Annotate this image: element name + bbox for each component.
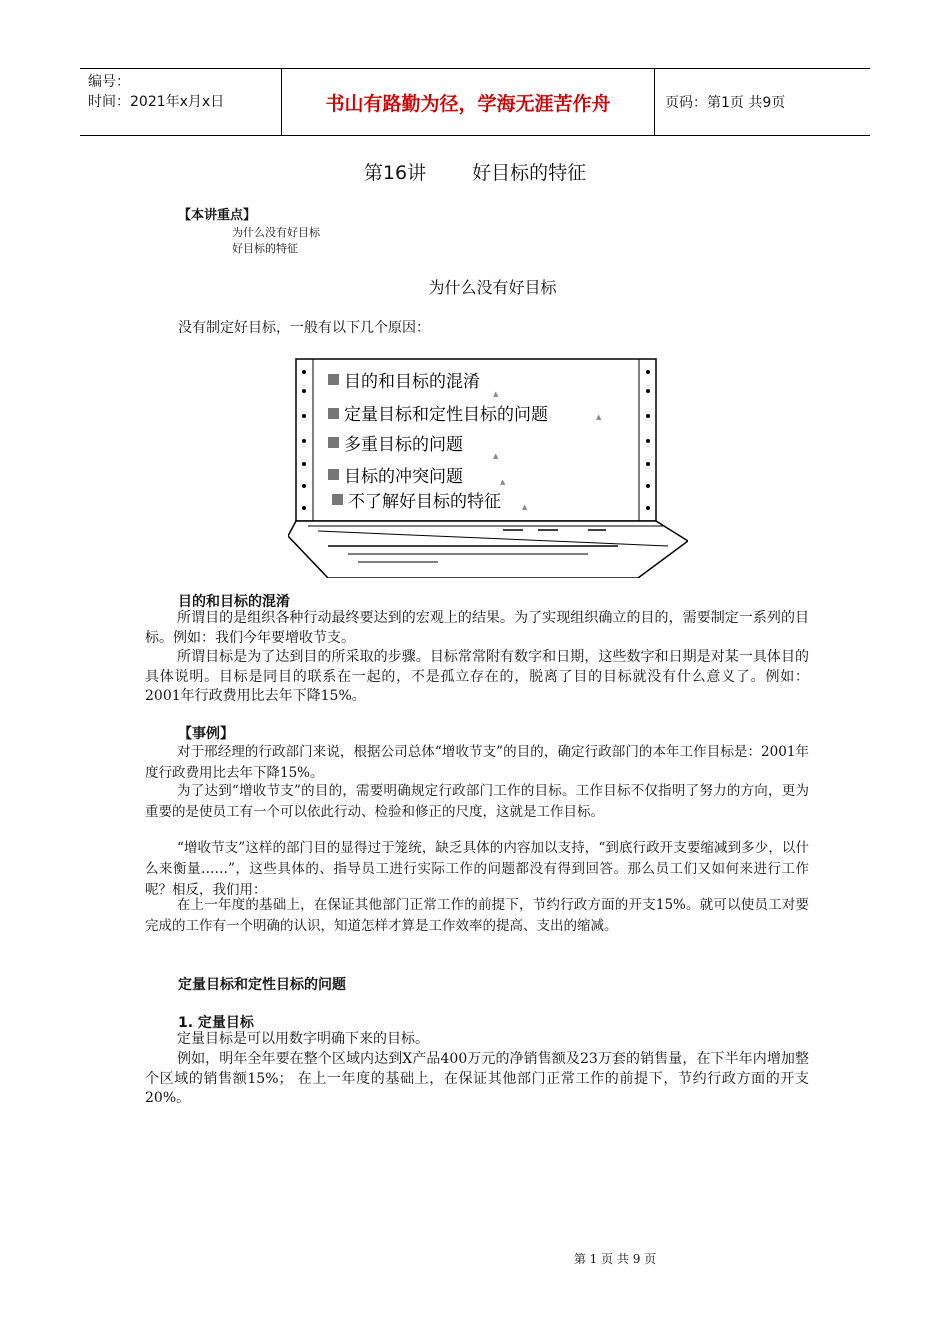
bullet-square-icon <box>332 494 343 505</box>
key-point-item: 好目标的特征 <box>232 242 298 255</box>
date-label: 时间：2021年x月x日 <box>88 94 225 110</box>
case-paragraph: 为了达到“增收节支”的目的，需要明确规定行政部门工作的目标。工作目标不仅指明了努力的方向，更为重要的是使员工有一个可以依此行动、检验和修正的尺度，这就是工作目标。 <box>145 783 809 820</box>
svg-text:▲: ▲ <box>596 413 602 421</box>
bullet-square-icon <box>328 437 339 448</box>
bullet-square-icon <box>328 374 339 385</box>
section-intro: 没有制定好目标，一般有以下几个原因： <box>178 320 430 336</box>
section-title: 为什么没有好目标 <box>428 278 557 297</box>
lecture-name: 好目标的特征 <box>472 162 587 184</box>
case-paragraph: 在上一年度的基础上，在保证其他部门正常工作的前提下，节约行政方面的开支15%。就可以使员工对要完成的工作有一个明确的认识，知道怎样才算是工作效率的提高、支出的缩减。 <box>145 897 809 934</box>
header-divider-right <box>654 68 655 136</box>
subsection-title: 定量目标和定性目标的问题 <box>178 977 346 993</box>
bullet-square-icon <box>328 469 339 480</box>
diagram-item: 多重目标的问题 <box>344 435 463 455</box>
paragraph: 定量目标是可以用数字明确下来的目标。 <box>177 1031 429 1047</box>
case-paragraph: 对于邢经理的行政部门来说，根据公司总体“增收节支”的目的，确定行政部门的本年工作目标是：2001年度行政费用比去年下降15%。 <box>145 744 809 781</box>
item-title: 1. 定量目标 <box>178 1015 254 1031</box>
reasons-diagram <box>288 356 688 578</box>
lecture-title <box>0 158 950 185</box>
header-left-info <box>88 72 224 112</box>
header-motto: 书山有路勤为径，学海无涯苦作舟 <box>325 92 611 115</box>
svg-text:▲: ▲ <box>500 478 506 486</box>
page-footer: 第 1 页 共 9 页 <box>573 1252 657 1266</box>
case-paragraph: “增收节支”这样的部门目的显得过于笼统，缺乏具体的内容加以支持，“到底行政开支要缩减到多少，以什么来衡量……”，这些具体的、指导员工进行实际工作的问题都没有得到回答。那么员工们又如何来进行工作呢？相反，我们用： <box>145 840 809 898</box>
diagram-tray <box>288 521 688 578</box>
paragraph: 所谓目的是组织各种行动最终要达到的宏观上的结果。为了实现组织确立的目的，需要制定一系列的目标。例如：我们今年要增收节支。 <box>145 610 809 646</box>
lecture-number: 第16讲 <box>363 162 427 184</box>
paragraph: 所谓目标是为了达到目的所采取的步骤。目标常常附有数字和日期，这些数字和日期是对某一具体目的具体说明。目标是同目的联系在一起的，不是孤立存在的，脱离了目的目标就没有什么意义了。例如：2001年行政费用比去年下降15%。 <box>145 649 809 704</box>
svg-text:▲: ▲ <box>493 452 499 460</box>
key-points-label: 【本讲重点】 <box>178 208 257 223</box>
diagram-item: 目标的冲突问题 <box>344 467 463 487</box>
subsection-title: 目的和目标的混淆 <box>178 594 290 610</box>
header-page-info: 页码：第1页 共9页 <box>665 95 786 111</box>
diagram-item: 不了解好目标的特征 <box>348 492 501 512</box>
svg-text:▲: ▲ <box>522 503 528 511</box>
diagram-item: 定量目标和定性目标的问题 <box>344 405 548 425</box>
bullet-square-icon <box>328 408 339 419</box>
diagram-item: 目的和目标的混淆 <box>344 372 480 392</box>
svg-text:▲: ▲ <box>493 390 499 398</box>
paragraph: 例如，明年全年要在整个区域内达到X产品400万元的净销售额及23万套的销售量，在下半年内增加整个区域的销售额15%； 在上一年度的基础上，在保证其他部门正常工作的前提下，节约行政方面的开支20%。 <box>145 1051 809 1106</box>
key-point-item: 为什么没有好目标 <box>232 226 320 239</box>
case-label: 【事例】 <box>178 726 234 742</box>
number-label: 编号： <box>88 74 130 90</box>
